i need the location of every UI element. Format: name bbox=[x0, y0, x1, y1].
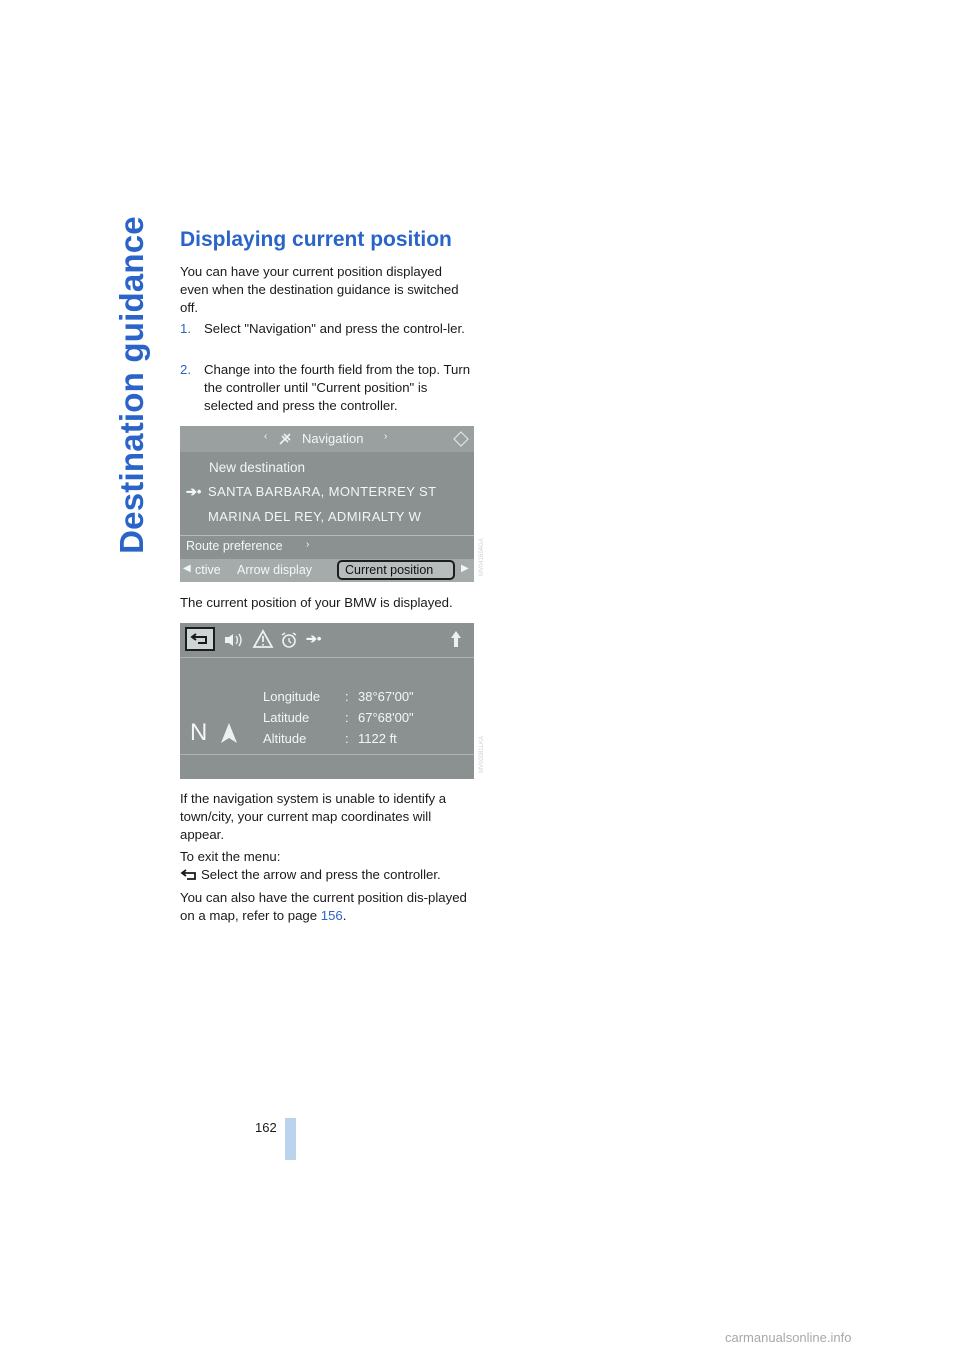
alarm-clock-icon bbox=[280, 631, 298, 649]
step-number: 2. bbox=[180, 362, 191, 377]
menu-item-recent-destination: MARINA DEL REY, ADMIRALTY W bbox=[208, 509, 422, 524]
route-arrow-icon: ➔• bbox=[306, 631, 322, 646]
exit-instruction-line bbox=[180, 866, 480, 884]
divider bbox=[180, 657, 474, 658]
chevron-right-icon: › bbox=[306, 539, 310, 550]
scroll-right-icon: ▶ bbox=[461, 563, 469, 574]
step-text: Select "Navigation" and press the control-ler. bbox=[204, 321, 465, 336]
step-number: 1. bbox=[180, 321, 191, 336]
menu-item-recent-destination: SANTA BARBARA, MONTERREY ST bbox=[208, 484, 437, 499]
menu-item-route-preference: Route preference bbox=[186, 539, 283, 553]
menu-item-new-destination: New destination bbox=[209, 460, 306, 475]
latitude-value: 67°68'00" bbox=[358, 710, 414, 725]
divider bbox=[180, 754, 474, 755]
latitude-label: Latitude bbox=[263, 710, 310, 725]
chevron-left-icon: ‹ bbox=[264, 431, 268, 442]
north-arrow-icon bbox=[448, 629, 464, 649]
warning-icon bbox=[253, 630, 273, 648]
route-arrow-icon: ➔• bbox=[186, 484, 202, 499]
intro-paragraph: You can have your current position displayed even when the destination guidance is switched off. bbox=[180, 264, 459, 315]
separator: : bbox=[345, 689, 349, 704]
separator: : bbox=[345, 731, 349, 746]
longitude-value: 38°67'00" bbox=[358, 689, 414, 704]
satellite-icon bbox=[278, 432, 292, 446]
page-heading: Displaying current position bbox=[180, 228, 452, 251]
longitude-label: Longitude bbox=[263, 689, 321, 704]
compass-heading: N bbox=[190, 719, 208, 746]
tab-active: ctive bbox=[195, 563, 221, 577]
page-number: 162 bbox=[255, 1120, 277, 1135]
altitude-value: 1122 ft bbox=[358, 731, 397, 746]
exit-label: To exit the menu: bbox=[180, 849, 281, 864]
speaker-icon bbox=[223, 632, 245, 648]
chevron-right-icon: › bbox=[384, 431, 388, 442]
current-position-screenshot bbox=[180, 623, 485, 779]
options-icon bbox=[452, 430, 470, 448]
separator: : bbox=[345, 710, 349, 725]
site-footer: carmanualsonline.info bbox=[725, 1330, 852, 1345]
scroll-left-icon: ◀ bbox=[183, 563, 191, 574]
tab-arrow-display: Arrow display bbox=[237, 563, 313, 577]
exit-instruction: Select the arrow and press the controller. bbox=[201, 867, 441, 882]
map-paragraph: You can also have the current position dis-played on a map, refer to page 156. bbox=[180, 890, 467, 923]
image-code: MV041604GA bbox=[479, 538, 485, 576]
page-marker-bar bbox=[285, 1118, 296, 1160]
divider bbox=[180, 535, 474, 536]
unable-paragraph: If the navigation system is unable to identify a town/city, your current map coordinates will appear. bbox=[180, 791, 447, 842]
step-text: Change into the fourth field from the top. Turn the controller until "Current position" is selected and press the controller. bbox=[204, 362, 471, 413]
tab-current-position: Current position bbox=[345, 563, 434, 577]
section-title: Destination guidance bbox=[113, 216, 150, 554]
position-arrow-icon bbox=[219, 721, 239, 745]
caption-current-position: The current position of your BMW is displayed. bbox=[180, 595, 453, 610]
menu-title: Navigation bbox=[302, 431, 364, 446]
image-code: MV00081LKA bbox=[479, 735, 485, 773]
navigation-menu-screenshot bbox=[180, 426, 485, 582]
back-arrow-icon bbox=[180, 868, 198, 882]
page-reference-link[interactable]: 156 bbox=[320, 908, 343, 923]
altitude-label: Altitude bbox=[263, 731, 307, 746]
back-arrow-icon bbox=[189, 631, 211, 647]
